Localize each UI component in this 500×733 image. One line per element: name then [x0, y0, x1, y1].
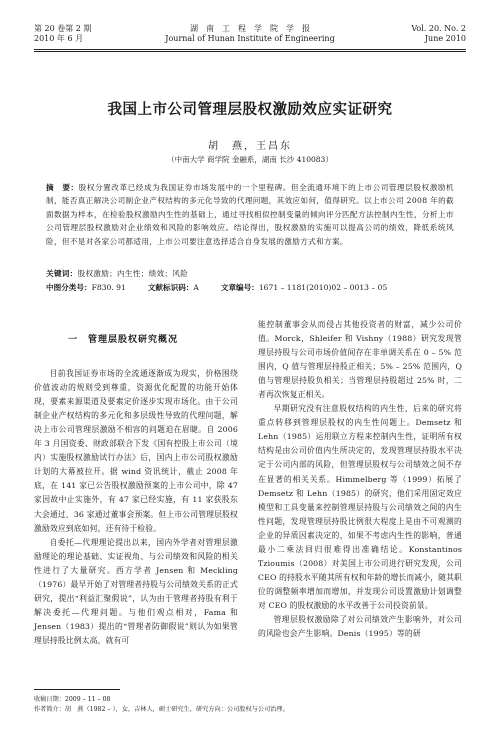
author-bio: 作者简介：胡 燕（1982 – ），女，吉林人，硕士研究生，研究方向：公司股权与公司治理。	[34, 706, 289, 713]
volume-issue-en: Vol. 20. No. 2	[411, 24, 466, 33]
abstract-label: 摘 要：	[46, 183, 79, 192]
issue-date: 2010 年 6 月	[34, 34, 84, 43]
article-number: 文章编号：1671 – 1181(2010)02 – 0013 – 05	[220, 283, 388, 292]
body-paragraph: 能控制董事会从而侵占其他投资者的财富，减少公司价值。Morck，Shleifer 和 Vishny（1988）研究发现管理层持股与公司市场价值间存在非单调关系在 0 – 5% 范围内，Q 值与管理层持股正相关；5% – 25% 范围内，Q 值与管理层持股负相关；当管理层持股超过 25% 时，二者再次恢复正相关。	[258, 320, 462, 400]
keywords-text: 股权激励；内生性；绩效；风险	[77, 269, 189, 278]
footnote-rule	[34, 689, 120, 690]
abstract-text: 股权分置改革已经成为我国证券市场发展中的一个里程碑。但全流通环境下的上市公司管理层股权激励机制，能否真正解决公司制企业产权结构的多元化导致的代理问题，其效应如何，值得研究。以上市公司 2008 年的截面数据为样本，在检验股权激励内生性的基础上，通过寻找相似控制变量的倾向评分匹配方法控制内生性，分析上市公司管理层股权激励对企业绩效和风险的影响效应。结论得出，股权激励的实施可以提高公司的绩效，降低系统风险，但不是对各家公司都适用，上市公司要注意选择适合自身发展的激励方式和方案。	[46, 183, 454, 246]
section-heading: 一 管理层股权研究概况	[68, 335, 179, 345]
keywords	[46, 268, 454, 279]
header-rule	[34, 49, 466, 50]
author-affiliation: （中南大学 商学院 金融系，湖南 长沙 410083）	[167, 155, 333, 164]
journal-name-cn: 湖 南 工 程 学 院 学 报	[190, 24, 310, 33]
footnotes	[34, 695, 466, 715]
running-head	[34, 24, 466, 44]
document-code: 文献标识码：A	[147, 283, 199, 292]
body-paragraph: 自委托—代理理论提出以来，国内外学者对管理层激励理论的理论基础、实证视角、与公司绩效和风险的相关性进行了大量研究。西方学者 Jensen 和 Meckling（1976）最早开始了对管理者持股与公司绩效关系的正式研究，提出“利益汇聚假说”，认为由于管理者持股有利于解决委托—代理问题。与他们观点相对，Fama 和 Jensen（1983）提出的“管理者防御假说”则认为如果管理层持股比例太高，就有可	[34, 537, 238, 645]
clc-number: 中图分类号：F830. 91	[46, 283, 126, 292]
issue-date-en: June 2010	[424, 34, 466, 43]
classification-line	[46, 282, 470, 293]
body-paragraph: 早期研究没有注意股权结构的内生性，后来的研究将重点转移到管理层股权的内生性问题上。Demsetz 和 Lehn（1985）运用联立方程来控制内生性，证明所有权结构是由公司价值内生所决定的，发现管理层持股水平决定于公司内部的风险，但管理层股权与公司绩效之间不存在显著的相关关系。Himmelberg 等（1999）拓展了 Demsetz 和 Lehn（1985）的研究，他们采用固定效应模型和工具变量来控制管理层持股与公司绩效之间的内生性问题，发现管理层持股比例很大程度上是由不可观测的企业的异质因素决定的，如果不考虑内生性的影响，普通最小二乘法回归很难得出准确结论。Konstantinos Tzioumis（2008）对美国上市公司进行研究发现，公司 CEO 的持股水平随其所有权和年龄的增长而减小，随其职位的调整频率增加而增加，并发现公司设置激励计划调整对 CEO 的股权激励的水平改善于公司投资前景。	[258, 404, 462, 610]
body-column-left	[34, 318, 238, 648]
volume-issue: 第 20 卷第 2 期	[34, 24, 92, 33]
journal-name-en: Journal of Hunan Institute of Engineering	[165, 34, 335, 43]
body-paragraph: 管理层股权激励除了对公司绩效产生影响外，对公司的风险也会产生影响。Denis（1995）等的研	[258, 614, 462, 639]
body-paragraph: 目前我国证券市场的全流通逐渐成为现实，价格围绕价值波动的规则受到尊重，资源优化配置的功能开始体现，要素来源渠道及要素定价逐步实现市场化。由于公司制企业产权结构的多元化和多层级性导致的代理问题，解决上市公司管理层激励不相容的问题迫在眉睫。自 2006 年 3 月国资委、财政部联合下发《国有控股上市公司（境内）实施股权激励试行办法》后，国内上市公司股权激励计划的大幕被拉开。据 wind 资讯统计，截止 2008 年底，在 141 家已公告股权激励预案的上市公司中，除 47 家因故中止实施外，有 47 家已经实施，有 11 家获股东大会通过，36 家通过董事会预案。但上市公司管理层股权激励效应到底如何，还有待于检验。	[34, 369, 238, 533]
received-date: 收稿日期：2009 – 11 – 08	[34, 696, 111, 703]
abstract	[46, 181, 454, 248]
keywords-label: 关键词：	[46, 269, 78, 278]
body-column-right	[258, 318, 462, 641]
article-authors: 胡 燕，王昌东	[208, 141, 292, 152]
article-title: 我国上市公司管理层股权激励效应实证研究	[107, 102, 393, 118]
header-rule-thin	[34, 51, 466, 52]
